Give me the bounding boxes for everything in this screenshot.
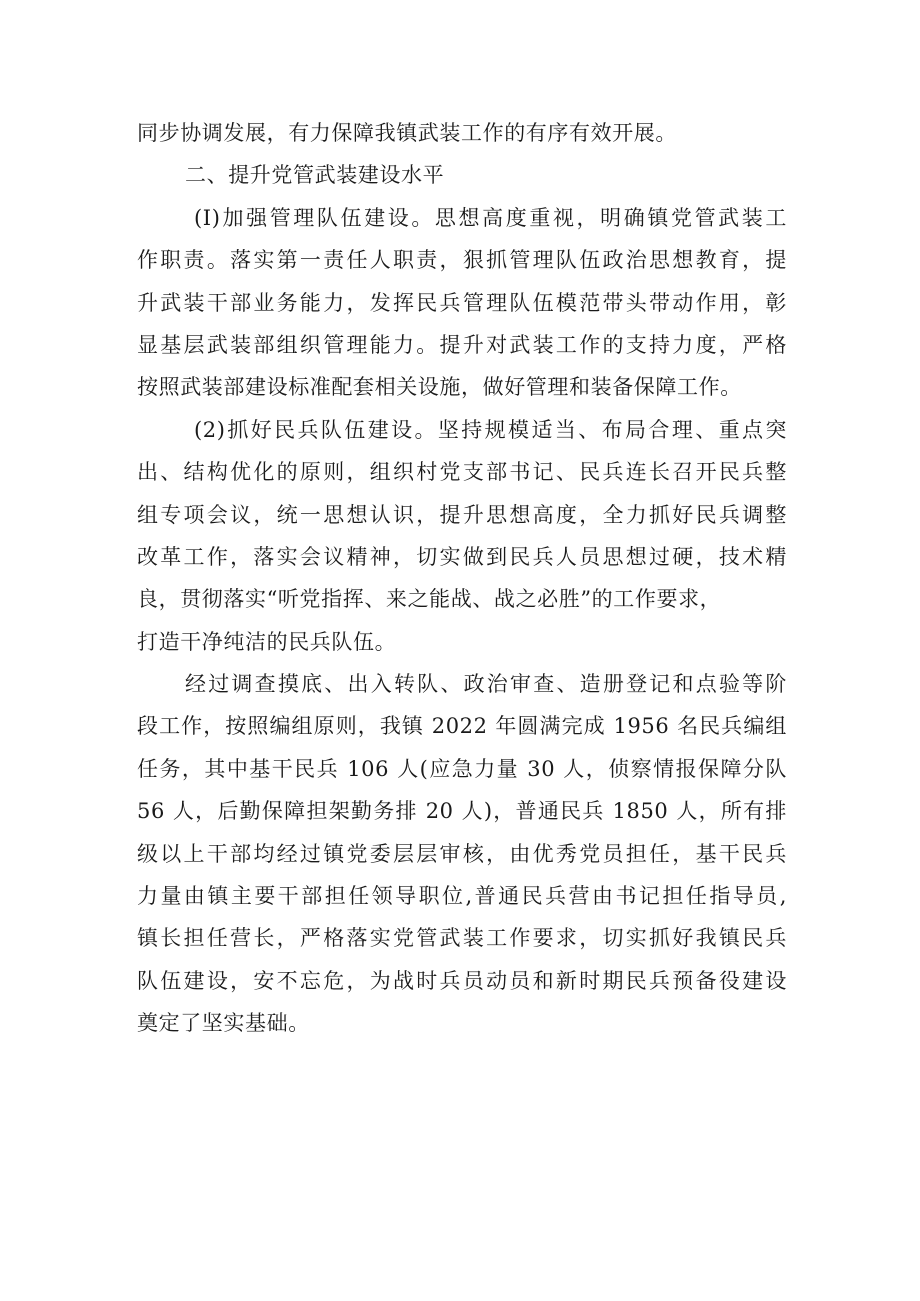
paragraph-line: 升武装干部业务能力，发挥民兵管理队伍模范带头带动作用，彰 — [137, 290, 787, 315]
paragraph-line: 镇长担任营长，严格落实党管武装工作要求，切实抓好我镇民兵 — [137, 926, 787, 951]
section-heading: 二、提升党管武装建设水平 — [185, 163, 445, 188]
paragraph-line: 56 人，后勤保障担架勤务排 20 人)，普通民兵 1850 人，所有排 — [137, 799, 787, 824]
paragraph-line: 显基层武装部组织管理能力。提升对武装工作的支持力度，严格 — [137, 332, 787, 357]
paragraph-line: 良，贯彻落实“听党指挥、来之能战、战之必胜”的工作要求， — [137, 587, 722, 612]
paragraph-line: 出、结构优化的原则，组织村党支部书记、民兵连长召开民兵整 — [137, 460, 787, 485]
paragraph-line: 作职责。落实第一责任人职责，狠抓管理队伍政治思想教育，提 — [137, 248, 787, 273]
paragraph-line: (I)加强管理队伍建设。思想高度重视，明确镇党管武装工 — [194, 205, 787, 230]
paragraph-line: 级以上干部均经过镇党委层层审核，由优秀党员担任，基干民兵 — [137, 841, 787, 866]
paragraph-line: 打造干净纯洁的民兵队伍。 — [137, 629, 397, 654]
paragraph-line: 队伍建设，安不忘危，为战时兵员动员和新时期民兵预备役建设 — [137, 968, 787, 993]
paragraph-line: 经过调查摸底、出入转队、政治审查、造册登记和点验等阶 — [185, 672, 787, 697]
paragraph-line: 段工作，按照编组原则，我镇 2022 年圆满完成 1956 名民兵编组 — [137, 714, 787, 739]
paragraph-line: 按照武装部建设标准配套相关设施，做好管理和装备保障工作。 — [137, 375, 742, 400]
paragraph-line: 任务，其中基干民兵 106 人(应急力量 30 人，侦察情报保障分队 — [137, 756, 787, 781]
paragraph-line: 组专项会议，统一思想认识，提升思想高度，全力抓好民兵调整 — [137, 502, 787, 527]
paragraph-line: 力量由镇主要干部担任领导职位,普通民兵营由书记担任指导员, — [137, 884, 787, 909]
paragraph-line: 同步协调发展，有力保障我镇武装工作的有序有效开展。 — [137, 121, 677, 145]
paragraph-line: 改革工作，落实会议精神，切实做到民兵人员思想过硬，技术精 — [137, 544, 787, 569]
paragraph-line: (2)抓好民兵队伍建设。坚持规模适当、布局合理、重点突 — [194, 417, 787, 442]
document-body — [137, 112, 787, 1045]
paragraph-line: 奠定了坚实基础。 — [137, 1011, 310, 1036]
